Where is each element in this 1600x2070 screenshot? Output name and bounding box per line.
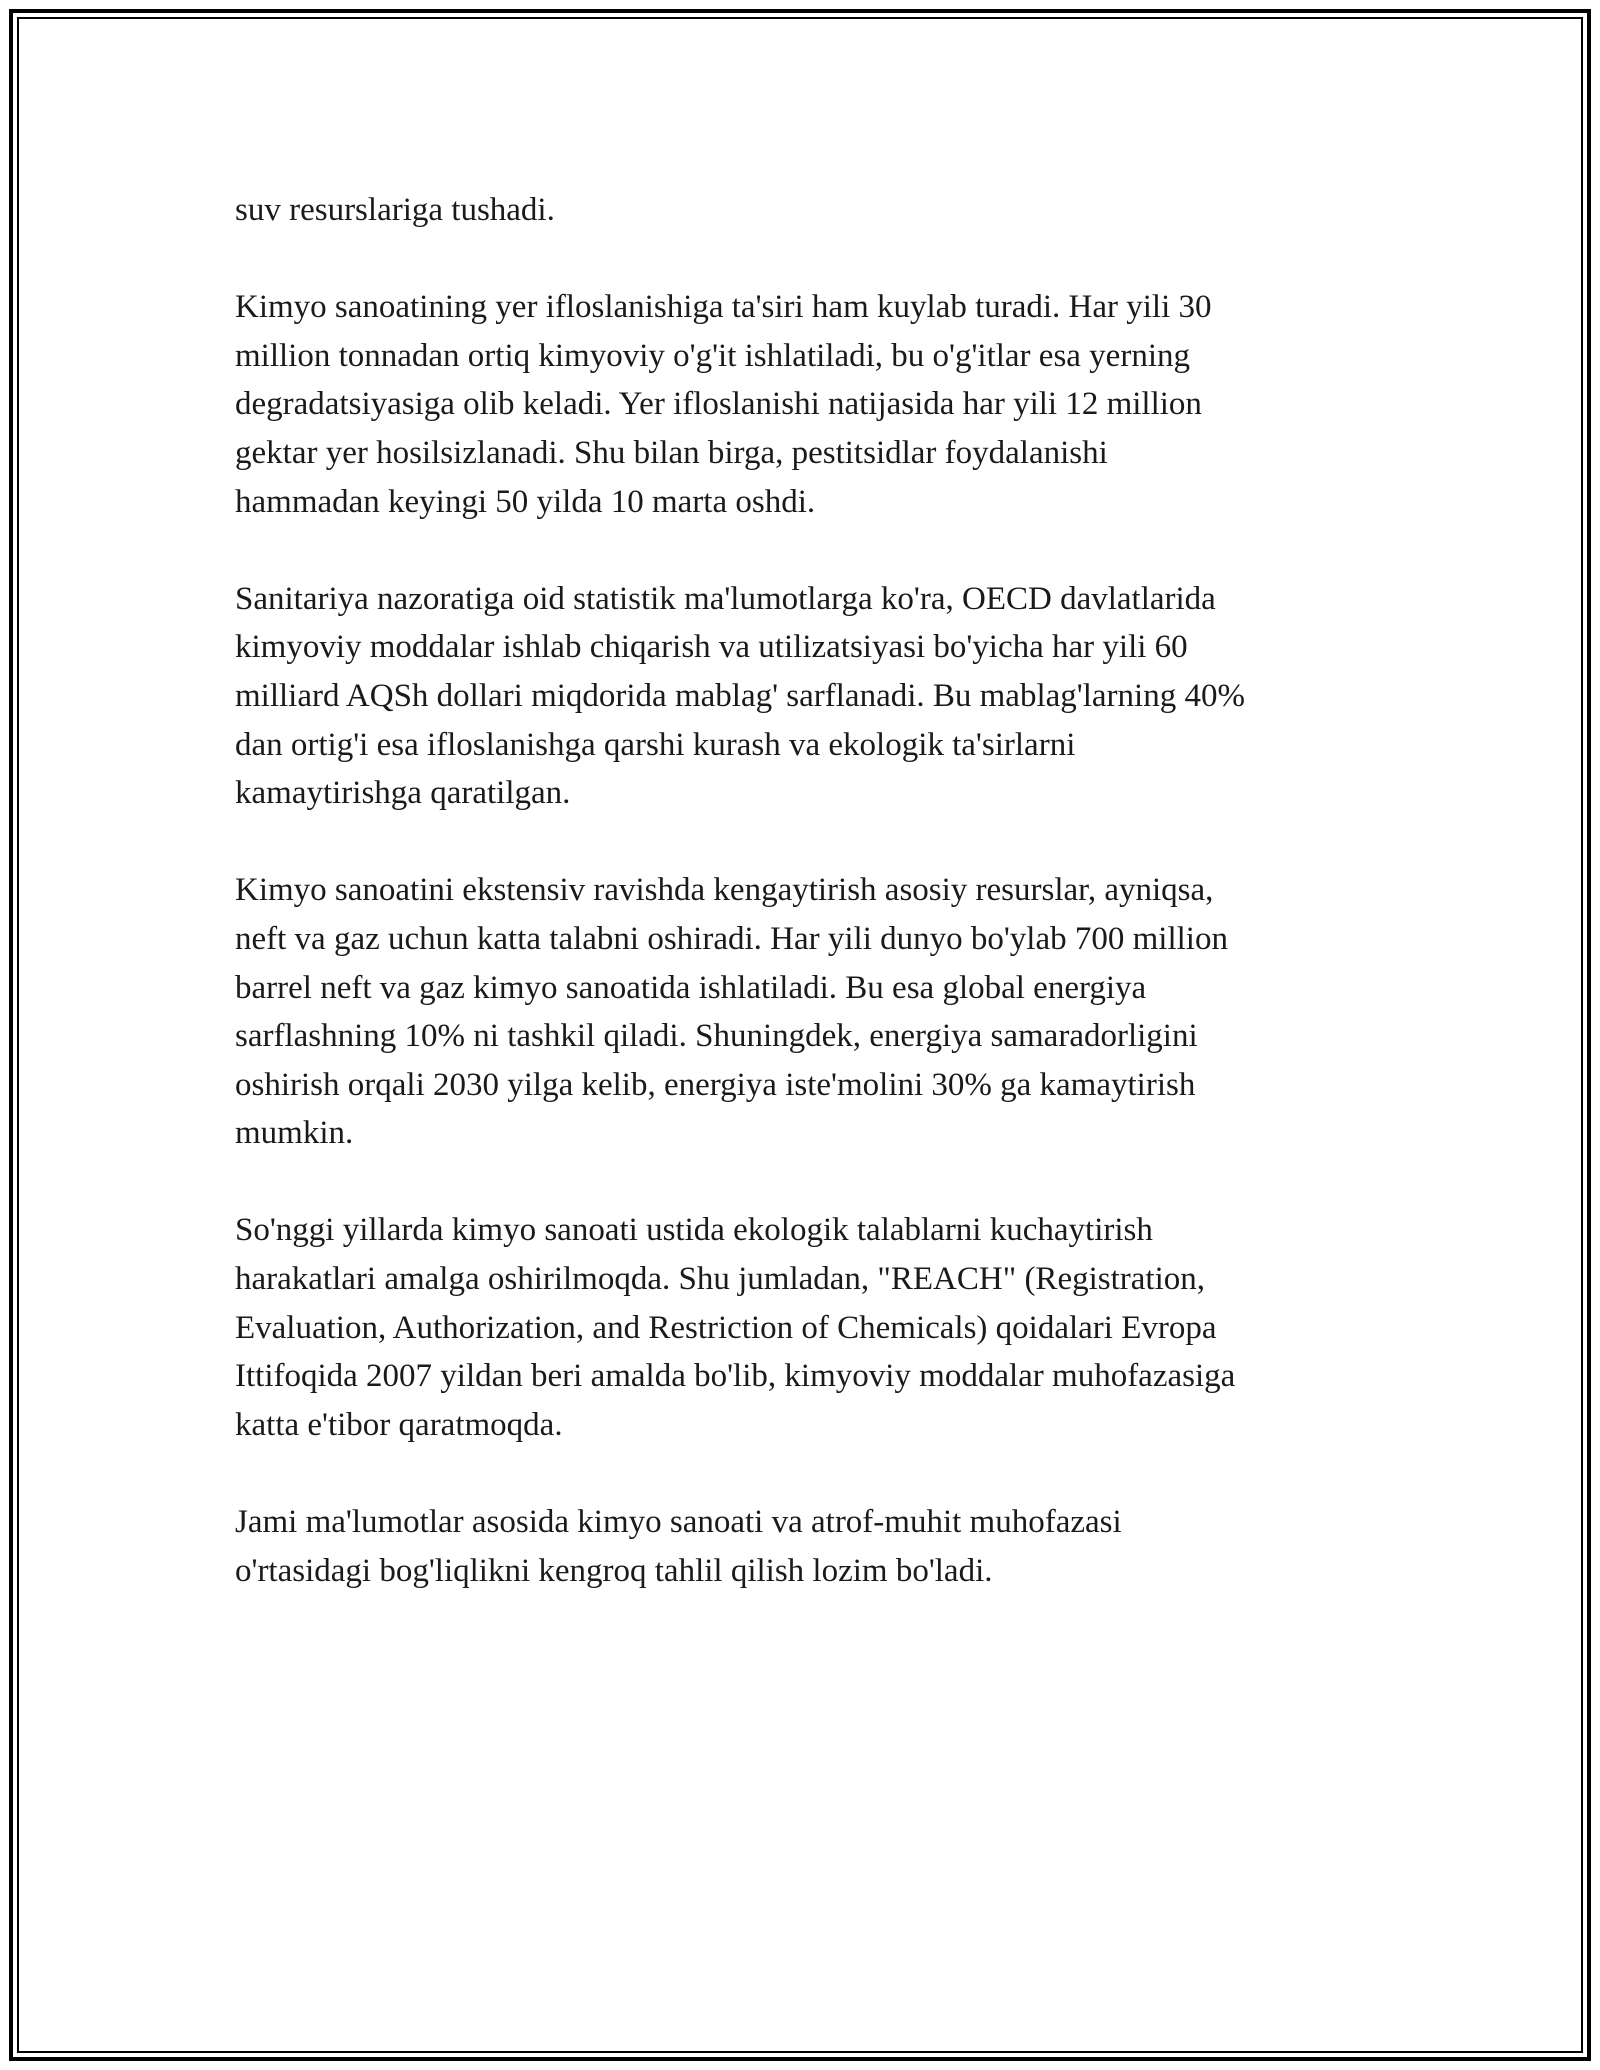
text-line: Kimyo sanoatini ekstensiv ravishda kengaytirish asosiy resurslar, ayniqsa, [235, 872, 1214, 909]
text-line: Ittifoqida 2007 yildan beri amalda bo'lib, kimyoviy moddalar muhofazasiga [235, 1358, 1236, 1395]
text-line: katta e'tibor qaratmoqda. [235, 1406, 563, 1443]
text-line: kimyoviy moddalar ishlab chiqarish va utilizatsiyasi bo'yicha har yili 60 [235, 629, 1188, 666]
text-line: o'rtasidagi bog'liqlikni kengroq tahlil qilish lozim bo'ladi. [235, 1552, 993, 1589]
paragraph-reach-regulation [235, 1206, 1375, 1449]
text-line: suv resurslariga tushadi. [235, 192, 555, 228]
text-line: barrel neft va gaz kimyo sanoatida ishlatiladi. Bu esa global energiya [235, 969, 1147, 1006]
text-line: milliard AQSh dollari miqdorida mablag' sarflanadi. Bu mablag'larning 40% [235, 677, 1245, 714]
text-line: Kimyo sanoatining yer ifloslanishiga ta'siri ham kuylab turadi. Har yili 30 [235, 289, 1212, 326]
text-line: sarflashning 10% ni tashkil qiladi. Shuningdek, energiya samaradorligini [235, 1018, 1198, 1055]
text-line: million tonnadan ortiq kimyoviy o'g'it ishlatiladi, bu o'g'itlar esa yerning [235, 337, 1190, 374]
text-line: gektar yer hosilsizlanadi. Shu bilan birga, pestitsidlar foydalanishi [235, 434, 1108, 471]
text-line: Evaluation, Authorization, and Restriction of Chemicals) qoidalari Evropa [235, 1309, 1217, 1346]
text-line: So'nggi yillarda kimyo sanoati ustida ekologik talablarni kuchaytirish [235, 1212, 1153, 1249]
document-body [235, 186, 1375, 1644]
paragraph-sanitary-statistics [235, 575, 1375, 818]
text-line: Jami ma'lumotlar asosida kimyo sanoati va atrof-muhit muhofazasi [235, 1504, 1122, 1541]
text-line: dan ortig'i esa ifloslanishga qarshi kurash va ekologik ta'sirlarni [235, 726, 1076, 763]
text-line: harakatlari amalga oshirilmoqda. Shu jumladan, "REACH" (Registration, [235, 1261, 1205, 1298]
text-line: kamaytirishga qaratilgan. [235, 775, 571, 812]
text-line: Sanitariya nazoratiga oid statistik ma'lumotlarga ko'ra, OECD davlatlarida [235, 580, 1216, 617]
paragraph-water-resources [235, 186, 1375, 235]
text-line: hammadan keyingi 50 yilda 10 marta oshdi. [235, 483, 816, 520]
text-line: oshirish orqali 2030 yilga kelib, energiya iste'molini 30% ga kamaytirish [235, 1066, 1196, 1103]
text-line: degradatsiyasiga olib keladi. Yer ifloslanishi natijasida har yili 12 million [235, 386, 1202, 423]
paragraph-conclusion [235, 1498, 1375, 1595]
paragraph-soil-pollution [235, 283, 1375, 526]
paragraph-energy-resources [235, 866, 1375, 1158]
text-line: neft va gaz uchun katta talabni oshiradi. Har yili dunyo bo'ylab 700 million [235, 920, 1228, 957]
text-line: mumkin. [235, 1115, 354, 1152]
